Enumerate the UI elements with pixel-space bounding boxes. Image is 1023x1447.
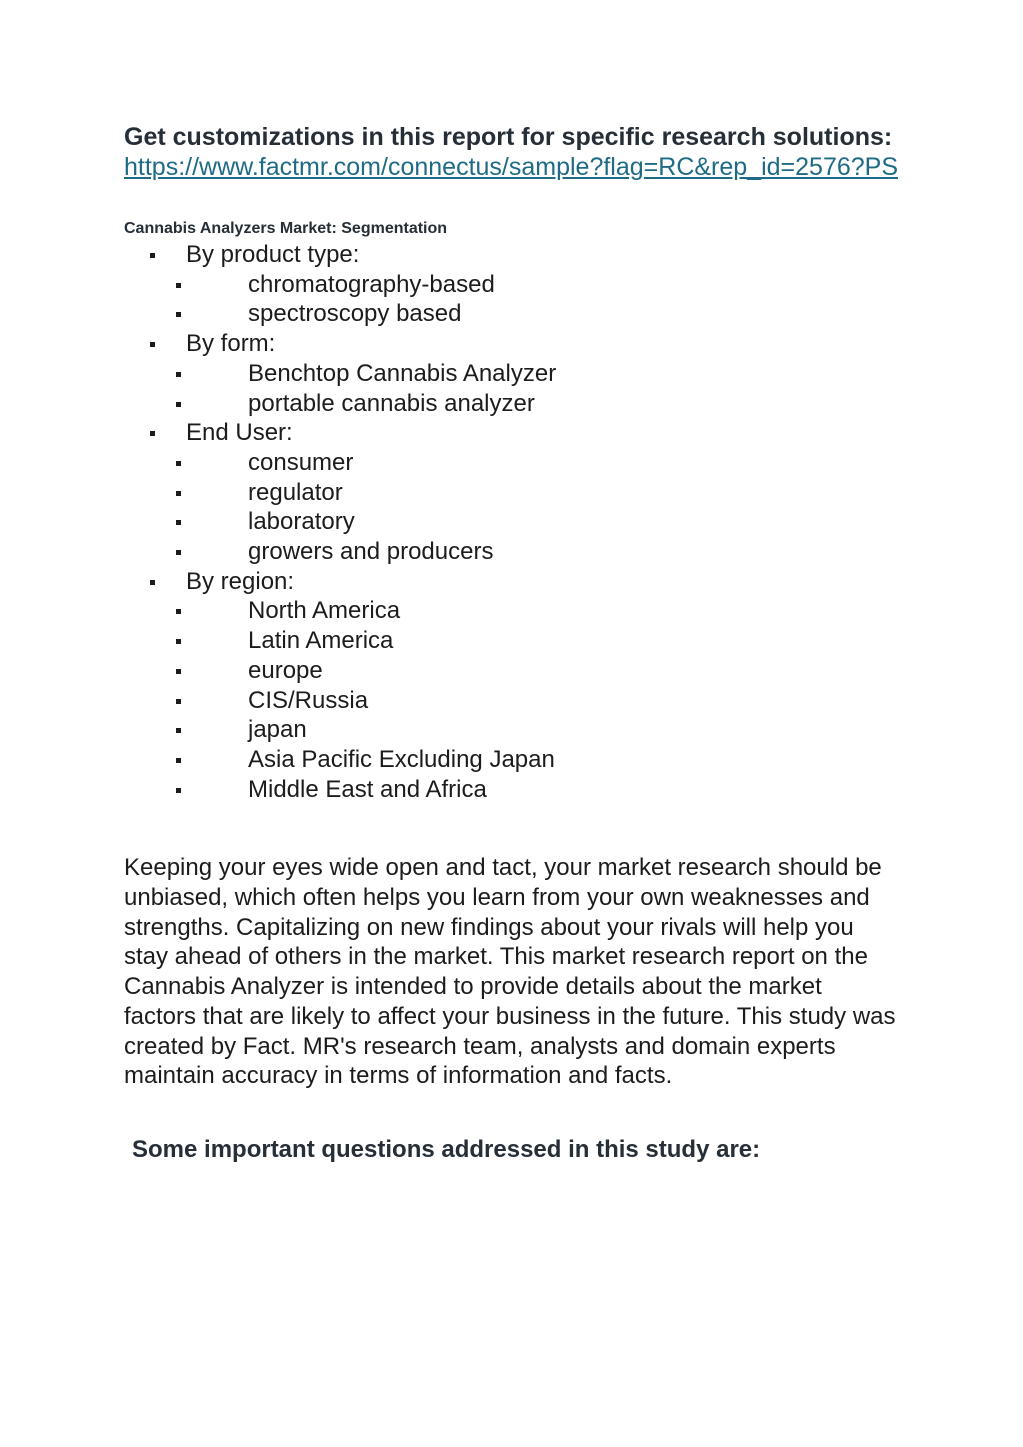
segment-item-label: consumer [248,448,354,476]
square-bullet-icon [176,639,181,644]
segment-item-label: CIS/Russia [248,686,369,714]
segment-item [186,656,904,686]
segment-item-label: laboratory [248,508,355,536]
body-paragraph: Keeping your eyes wide open and tact, your market research should be unbiased, which often helps you learn from your own weaknesses and strengths. Capitalizing on new findings about your rivals will help you stay ahead of others in the market. This market research report on the Cannabis Analyzer is intended to provide details about the market factors that are likely to affect your business in the future. This study was created by Fact. MR's research team, analysts and domain experts maintain accuracy in terms of information and facts. [124,854,896,1090]
square-bullet-icon [176,402,181,407]
square-bullet-icon [150,580,155,585]
segment-item-label: Asia Pacific Excluding Japan [248,745,555,773]
segment-item [186,686,904,716]
segment-group-label: By form: [186,330,276,358]
segment-item [186,359,904,389]
square-bullet-icon [176,669,181,674]
segment-group-label: End User: [186,419,293,447]
segmentation-title: Cannabis Analyzers Market: Segmentation [124,220,448,237]
segment-group-label: By product type: [186,241,360,268]
segmentation-list [124,240,904,804]
segment-item-label: chromatography-based [248,270,495,298]
square-bullet-icon [176,788,181,793]
segment-item [186,626,904,656]
intro-lead-text: Get customizations in this report for specific research solutions: [124,123,893,151]
segment-item [186,537,904,567]
segment-item [186,596,904,626]
segment-sublist [186,270,904,329]
segment-item [186,389,904,419]
segment-group-region [124,567,904,805]
segment-item-label: europe [248,656,323,684]
square-bullet-icon [176,283,181,288]
segment-group-label: By region: [186,567,295,595]
segment-sublist [186,596,904,804]
segment-item [186,745,904,775]
square-bullet-icon [176,550,181,555]
square-bullet-icon [176,609,181,614]
square-bullet-icon [150,342,155,347]
segment-item-label: portable cannabis analyzer [248,389,535,417]
square-bullet-icon [176,491,181,496]
segment-item-label: Middle East and Africa [248,775,487,803]
segment-item [186,448,904,478]
segment-group-form [124,329,904,418]
customization-intro [124,122,904,182]
square-bullet-icon [176,520,181,525]
square-bullet-icon [176,372,181,377]
segment-item-label: Benchtop Cannabis Analyzer [248,359,557,387]
segment-item-label: Latin America [248,627,394,655]
segment-item [186,270,904,300]
square-bullet-icon [150,431,155,436]
square-bullet-icon [176,461,181,466]
square-bullet-icon [176,312,181,317]
segment-item [186,775,904,805]
square-bullet-icon [176,758,181,763]
segment-item-label: growers and producers [248,538,494,566]
square-bullet-icon [176,728,181,733]
segment-item-label: regulator [248,478,343,506]
segment-group-end-user [124,418,904,567]
segment-item [186,715,904,745]
segment-sublist [186,359,904,418]
sample-request-link[interactable]: https://www.factmr.com/connectus/sample?flag=RC&rep_id=2576?PS [124,153,899,181]
segment-item-label: spectroscopy based [248,300,462,328]
segment-item [186,299,904,329]
segment-group-product-type [124,240,904,329]
square-bullet-icon [176,699,181,704]
square-bullet-icon [150,253,155,258]
segment-item [186,507,904,537]
segment-item-label: North America [248,597,401,625]
questions-heading: Some important questions addressed in this study are: [132,1135,761,1163]
document-page [124,122,904,1165]
segment-sublist [186,448,904,567]
segment-item-label: japan [248,716,307,744]
segment-item [186,478,904,508]
